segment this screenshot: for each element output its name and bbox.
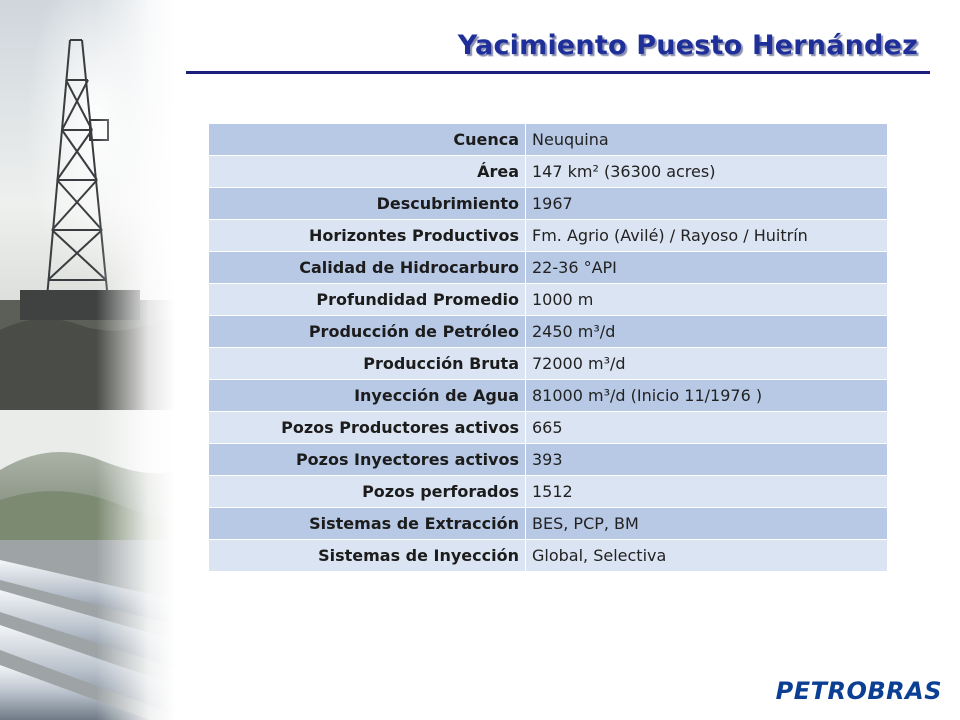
row-value: Global, Selectiva <box>526 540 888 572</box>
table-row <box>209 348 888 380</box>
row-value: Fm. Agrio (Avilé) / Rayoso / Huitrín <box>526 220 888 252</box>
table-row <box>209 252 888 284</box>
row-label: Producción de Petróleo <box>209 316 526 348</box>
row-value: 81000 m³/d (Inicio 11/1976 ) <box>526 380 888 412</box>
row-value: 72000 m³/d <box>526 348 888 380</box>
row-value: 665 <box>526 412 888 444</box>
row-label: Horizontes Productivos <box>209 220 526 252</box>
row-value: BES, PCP, BM <box>526 508 888 540</box>
table-row <box>209 540 888 572</box>
row-value: 147 km² (36300 acres) <box>526 156 888 188</box>
row-value: 393 <box>526 444 888 476</box>
table-row <box>209 220 888 252</box>
title-underline <box>186 71 930 74</box>
table-row <box>209 380 888 412</box>
row-label: Cuenca <box>209 124 526 156</box>
row-value: 1512 <box>526 476 888 508</box>
row-label: Calidad de Hidrocarburo <box>209 252 526 284</box>
row-label: Pozos Inyectores activos <box>209 444 526 476</box>
row-label: Inyección de Agua <box>209 380 526 412</box>
field-info-table <box>208 123 888 572</box>
row-value: 1967 <box>526 188 888 220</box>
table-row <box>209 124 888 156</box>
row-value: Neuquina <box>526 124 888 156</box>
row-label: Profundidad Promedio <box>209 284 526 316</box>
decorative-photo-collage <box>0 0 175 720</box>
row-label: Pozos perforados <box>209 476 526 508</box>
row-label: Sistemas de Extracción <box>209 508 526 540</box>
row-label: Sistemas de Inyección <box>209 540 526 572</box>
page-title: Yacimiento Puesto Hernández <box>457 30 918 61</box>
table-row <box>209 412 888 444</box>
row-value: 22-36 °API <box>526 252 888 284</box>
table-row <box>209 284 888 316</box>
row-value: 2450 m³/d <box>526 316 888 348</box>
row-label: Descubrimiento <box>209 188 526 220</box>
row-label: Área <box>209 156 526 188</box>
table-row <box>209 476 888 508</box>
title-block <box>186 26 930 76</box>
table-row <box>209 188 888 220</box>
row-label: Producción Bruta <box>209 348 526 380</box>
table-row <box>209 508 888 540</box>
table-row <box>209 444 888 476</box>
row-label: Pozos Productores activos <box>209 412 526 444</box>
table-row <box>209 316 888 348</box>
row-value: 1000 m <box>526 284 888 316</box>
petrobras-logo: PETROBRAS <box>775 677 942 705</box>
table-row <box>209 156 888 188</box>
photo-fade-overlay <box>0 0 175 720</box>
